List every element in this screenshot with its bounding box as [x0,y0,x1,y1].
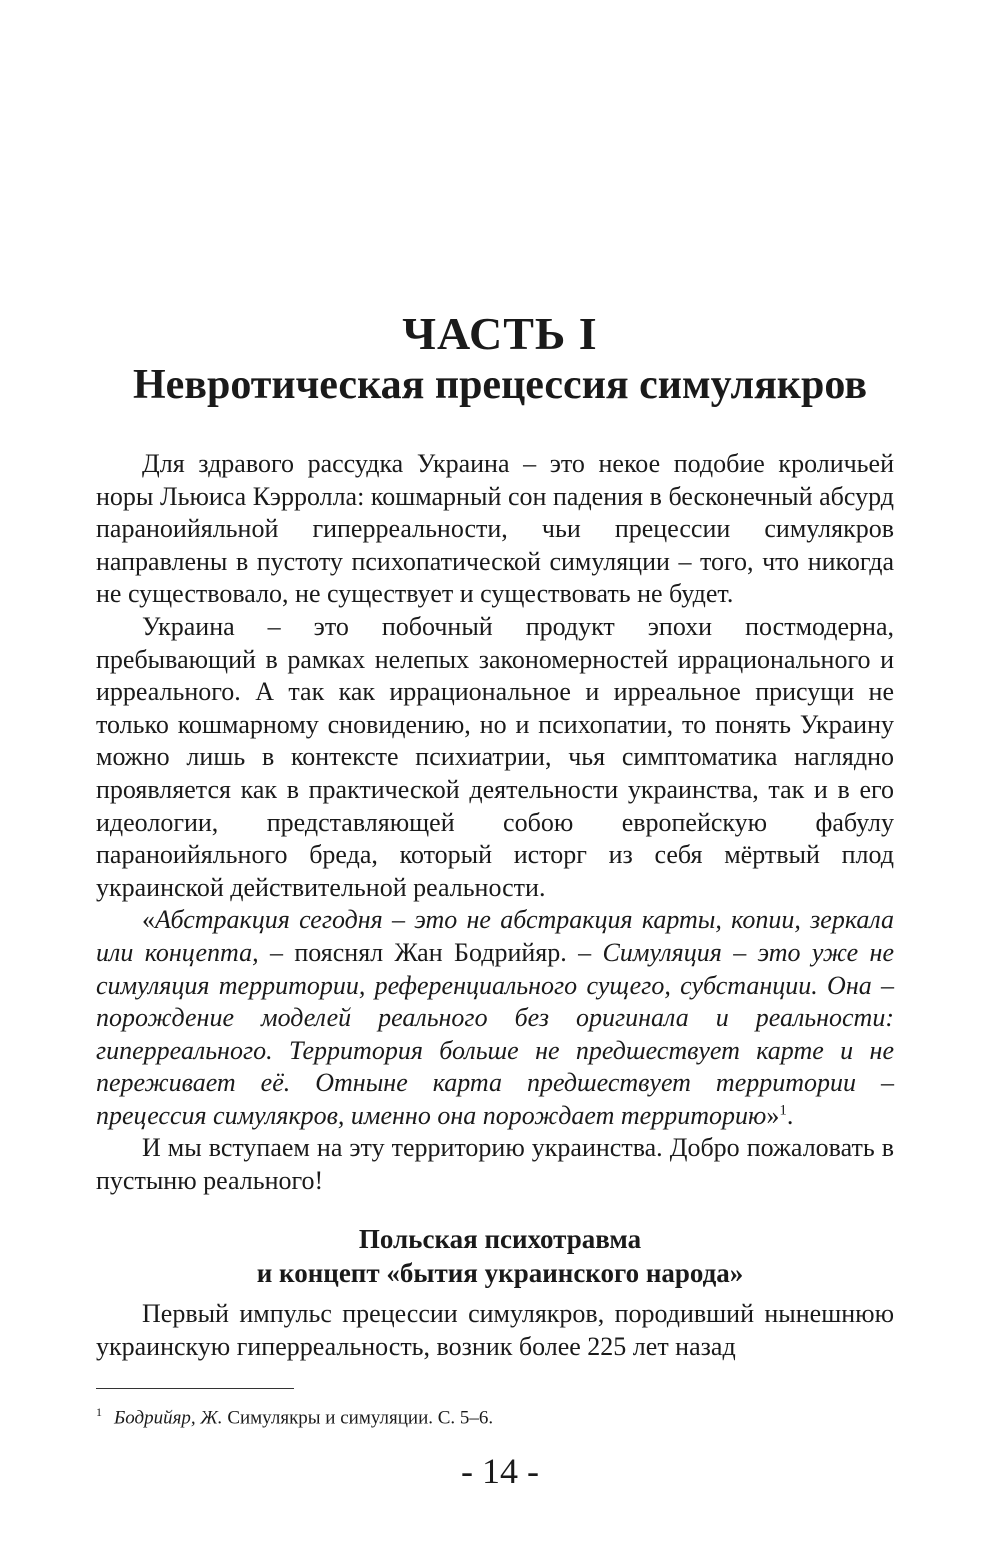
footnote-reference[interactable]: 1 [779,1102,787,1119]
footnote-text: Симулякры и симуляции. С. 5–6. [222,1407,494,1429]
quote-close: » [766,1100,780,1130]
quote-italic-2: Симуляция – это уже не симуляция территории, референциального сущего, субстанции. Она – порождение моделей реального без оригинала и реальности: гиперреального. Территория больше не предшествует карте и не переживает её. Отныне карта предшествует территории – прецессия симулякров, именно она порождает территорию [96,937,894,1130]
paragraph: И мы вступаем на эту территорию украинства. Добро пожаловать в пустыню реального! [96,1133,894,1196]
quote-end: . [786,1100,794,1130]
intro-text [96,448,894,1198]
part-title: ЧАСТЬ I [402,308,598,359]
section-heading-line-2: и концепт «бытия украинского народа» [256,1258,744,1288]
paragraph: Украина – это побочный продукт эпохи постмодерна, пребывающий в рамках нелепых закономерностей иррационального и ирреального. А так как иррациональное и ирреальное присущи не только кошмарному сновидению, но и психопатии, то понять Украину можно лишь в контексте психиатрии, чья симптоматика наглядно проявляется как в практической деятельности украинства, так и в его идеологии, представляющей собою европейскую фабулу параноийяльного бреда, который исторг из себя мёртвый плод украинской действительной реальности. [96,611,894,902]
quote-open: « [142,905,155,935]
section-heading-line-1: Польская психотравма [358,1224,642,1254]
paragraph: Первый импульс прецессии симулякров, породивший нынешнюю украинскую гиперреальность, возник более 225 лет назад [96,1299,894,1361]
paragraph: Для здравого рассудка Украина – это некое подобие кроличьей норы Льюиса Кэрролла: кошмарный сон падения в бесконечный абсурд параноийяльной гиперреальности, чьи прецессии симулякров направлены в пустоту психопатической симуляции – того, что никогда не существовало, не существует и существовать не будет. [96,449,894,609]
part-subtitle: Невротическая прецессия симулякров [132,362,868,408]
quote-italic-1: Абстракция сегодня – это не абстракция карты, копии, зеркала или концепта, [96,905,894,967]
footnote-divider [96,1388,294,1389]
section-text [96,1298,894,1363]
footnote [96,1400,896,1430]
footnote-number: 1 [96,1405,102,1419]
quote-attribution: – пояснял Жан Бодрийяр. – [258,937,603,967]
quote-paragraph [96,904,894,1132]
footnote-author: Бодрийяр, Ж. [114,1407,223,1429]
page-number: - 14 - [461,1451,539,1491]
section-heading [0,1222,1000,1290]
